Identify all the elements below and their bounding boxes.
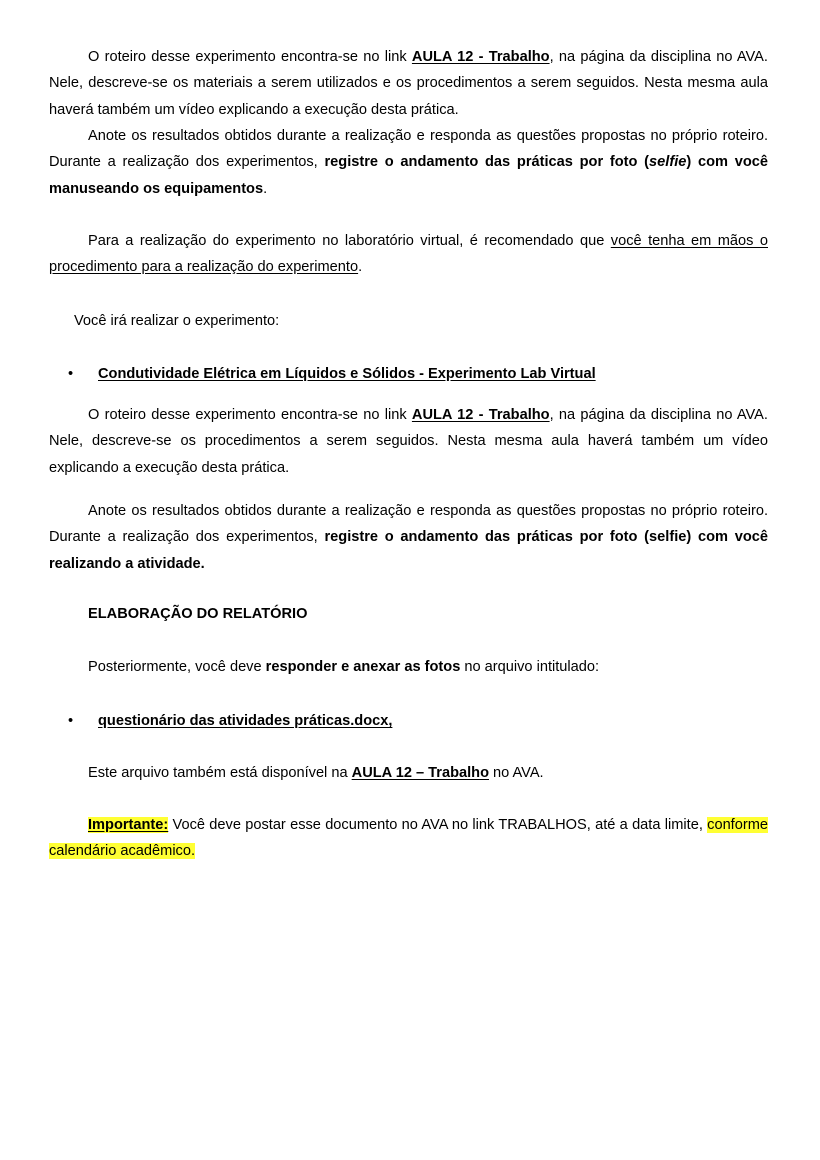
paragraph-posteriormente bbox=[88, 654, 807, 680]
experiment-link[interactable]: Condutividade Elétrica em Líquidos e Sólidos - Experimento Lab Virtual bbox=[98, 366, 596, 382]
text: no AVA. bbox=[488, 765, 544, 781]
section-heading: ELABORAÇÃO DO RELATÓRIO bbox=[88, 606, 308, 622]
text: Você deve postar esse documento no AVA no link TRABALHOS, até a data limite, bbox=[168, 817, 708, 833]
aula-12-link[interactable]: AULA 12 – Trabalho bbox=[351, 765, 489, 781]
paragraph-anote-2 bbox=[49, 498, 768, 577]
text: . bbox=[358, 259, 363, 276]
text: Este arquivo também está disponível na bbox=[88, 765, 352, 781]
text: , na página da disciplina no AVA. Nele, descreve-se os procedimentos a serem seguidos. Nesta mesma aula haverá também um vídeo explicando a execução desta prática. bbox=[49, 407, 768, 476]
bold-text: ) com você manuseando os equipamentos bbox=[49, 154, 768, 197]
paragraph-roteiro-1 bbox=[49, 44, 768, 123]
text: Anote os resultados obtidos durante a realização e responda as questões propostas no próprio roteiro. Durante a realização dos experimentos, bbox=[49, 503, 768, 546]
aula-12-link[interactable]: AULA 12 - Trabalho bbox=[411, 407, 550, 423]
text: O roteiro desse experimento encontra-se no link bbox=[88, 49, 412, 65]
paragraph-laboratorio bbox=[49, 228, 768, 281]
bullet-icon: • bbox=[68, 366, 74, 382]
paragraph-anote-1 bbox=[49, 123, 768, 202]
bold-text: responder e anexar as fotos bbox=[265, 659, 461, 675]
italic-text: selfie bbox=[649, 154, 687, 171]
paragraph-importante bbox=[49, 812, 768, 865]
text: Para a realização do experimento no laboratório virtual, é recomendado que bbox=[88, 233, 611, 249]
bold-text: registre o andamento das práticas por foto (selfie) com você realizando a atividade. bbox=[49, 529, 768, 572]
bold-text: registre o andamento das práticas por foto ( bbox=[324, 154, 650, 171]
bullet-icon: • bbox=[68, 713, 74, 729]
text: O roteiro desse experimento encontra-se no link bbox=[88, 407, 412, 423]
underlined-text: você tenha em mãos o procedimento para a realização do experimento bbox=[49, 233, 768, 276]
paragraph-arquivo bbox=[88, 760, 807, 786]
text: . bbox=[263, 180, 268, 197]
highlighted-text: conforme calendário acadêmico. bbox=[49, 817, 768, 860]
questionnaire-file-link[interactable]: questionário das atividades práticas.docx, bbox=[98, 713, 393, 729]
important-label: Importante: bbox=[88, 817, 169, 833]
text: , na página da disciplina no AVA. Nele, descreve-se os materiais a serem utilizados e os procedimentos a serem seguidos. Nesta mesma aula haverá também um vídeo explicando a execução desta prática. bbox=[49, 49, 768, 118]
aula-12-link[interactable]: AULA 12 - Trabalho bbox=[411, 49, 550, 65]
text: no arquivo intitulado: bbox=[460, 659, 600, 675]
paragraph-realizar: Você irá realizar o experimento: bbox=[74, 313, 280, 329]
text: Anote os resultados obtidos durante a realização e responda as questões propostas no próprio roteiro. Durante a realização dos experimentos, bbox=[49, 128, 768, 171]
paragraph-roteiro-2 bbox=[49, 402, 768, 481]
text: Posteriormente, você deve bbox=[88, 659, 266, 675]
